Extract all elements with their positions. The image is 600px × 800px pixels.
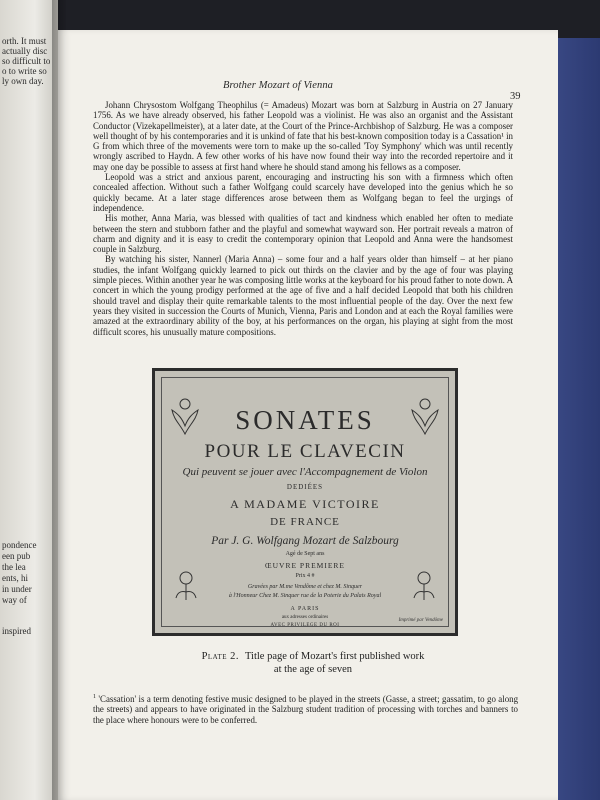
footnote (93, 692, 518, 725)
caption-text: at the age of seven (273, 664, 353, 675)
plate-caption (163, 650, 463, 676)
caption-label: Plate 2. (201, 651, 240, 662)
facing-text-fragment: pondence (2, 540, 37, 550)
facing-text-fragment: so difficult to (2, 56, 51, 66)
facing-text-fragment: ents, hi (2, 573, 28, 583)
plate-text: A PARIS (290, 606, 320, 612)
plate-text: Par J. G. Wolfgang Mozart de Salzbourg (211, 535, 399, 547)
facing-text-fragment: ly own day. (2, 76, 44, 86)
facing-text-fragment: the lea (2, 562, 26, 572)
plate-engraver: Imprimé par Vendôme (398, 618, 443, 623)
plate-text: DE FRANCE (270, 516, 340, 528)
plate-text: Prix 4 # (295, 573, 315, 579)
plate-text: Agé de Sept ans (285, 551, 325, 557)
plate-text: Qui peuvent se jouer avec l'Accompagnement de Violon (182, 466, 428, 478)
facing-text-fragment: een pub (2, 551, 31, 561)
paragraph: Leopold was a strict and anxious parent, encouraging and instructing his son with a firmness which often concealed affection. Without such a father Wolfgang could scarcely have developed into the genius which he so quickly became. At a later stage differences arose between them as Wolfgang began to feel the urgings of independence. (93, 172, 513, 213)
running-head: Brother Mozart of Vienna (223, 80, 334, 91)
book-page (58, 30, 558, 800)
plate-text: Gravées par M.me Vendôme et chez M. Sinquer (247, 584, 363, 590)
facing-page (0, 0, 58, 800)
facing-text-fragment: actually disc (2, 46, 48, 56)
paragraph: His mother, Anna Maria, was blessed with qualities of tact and kindness which enabled her often to mediate between the stern and stubborn father and the playful and somewhat wayward son. Her portrait reveals a matron of charm and dignity and it is easy to credit the contemporary opinion that Leopold and Anna were the handsomest couple in Salzburg. (93, 213, 513, 255)
plate-text: aux adresses ordinaires (281, 615, 329, 620)
caption-text: Title page of Mozart's first published work (245, 651, 425, 662)
paragraph: By watching his sister, Nannerl (Maria Anna) – some four and a half years older than himself – at her piano studies, the infant Wolfgang quickly learned to pick out thirds on the clavier and by the age of four was playing simple pieces. Within another year he was composing little works at the keyboard for his proud father to note down. A concert in which the young prodigy performed at the age of five and a half decided Leopold that both his children should travel and display their quite remarkable talents to the most influential people of the day. Over the next few years they visited in succession the Courts of Munich, Vienna, Paris and London and at each the Royal families were amazed at the extraordinary ability of the boy, at his performances on the organ, his playing at sight from the most difficult scores, his unusually mature compositions. (93, 254, 513, 337)
plate-image (152, 368, 458, 636)
plate-subtitle: POUR LE CLAVECIN (204, 441, 406, 462)
facing-text-fragment: orth. It must (2, 36, 47, 46)
paragraph: Johann Chrysostom Wolfgang Theophilus (= Amadeus) Mozart was born at Salzburg in Austria on 27 January 1756. As we have already observed, his father Leopold was a violinist. He was also an organist and the Assistant Conductor (Vizekapellmeister), at a later date, at the Court of the Prince-Archbishop of Salzburg. He was a composer well thought of by his contemporaries and it is unkind of fate that his best-known composition today is a Cassation¹ in G from which three of the movements were torn to make up the so-called 'Toy Symphony' which was until recently wrongly ascribed to Haydn. A few other works of his have now found their way into the recorded repertoire and it may one day be possible to assess at first hand where he should stand among his fellows as a composer. (93, 100, 513, 172)
footnote-text: 'Cassation' is a term denoting festive music designed to be played in the streets (Gasse, a street; gassatim, to go along the streets) and appears to have originated in the Salzburg student tradition of processing with torches and banners to the place where honours were to be conferred. (93, 693, 519, 725)
footnote-mark: 1 (93, 694, 96, 700)
facing-text-fragment: o to write so (2, 66, 47, 76)
plate-title: SONATES (235, 405, 375, 435)
page-number: 39 (510, 91, 521, 102)
plate-text: ŒUVRE PREMIERE (264, 561, 346, 570)
facing-text-fragment: inspired (2, 626, 31, 636)
plate-text: A MADAME VICTOIRE (230, 497, 380, 511)
plate-text: DEDIÉES (286, 483, 324, 491)
body-text (93, 100, 513, 337)
facing-text-fragment: in under (2, 584, 32, 594)
facing-text-fragment: way of (2, 595, 27, 605)
plate-text: à l'Honneur Chez M. Sinquer rue de la Poterie du Palais Royal (228, 593, 382, 599)
plate-text: AVEC PRIVILEGE DU ROI (270, 623, 340, 628)
